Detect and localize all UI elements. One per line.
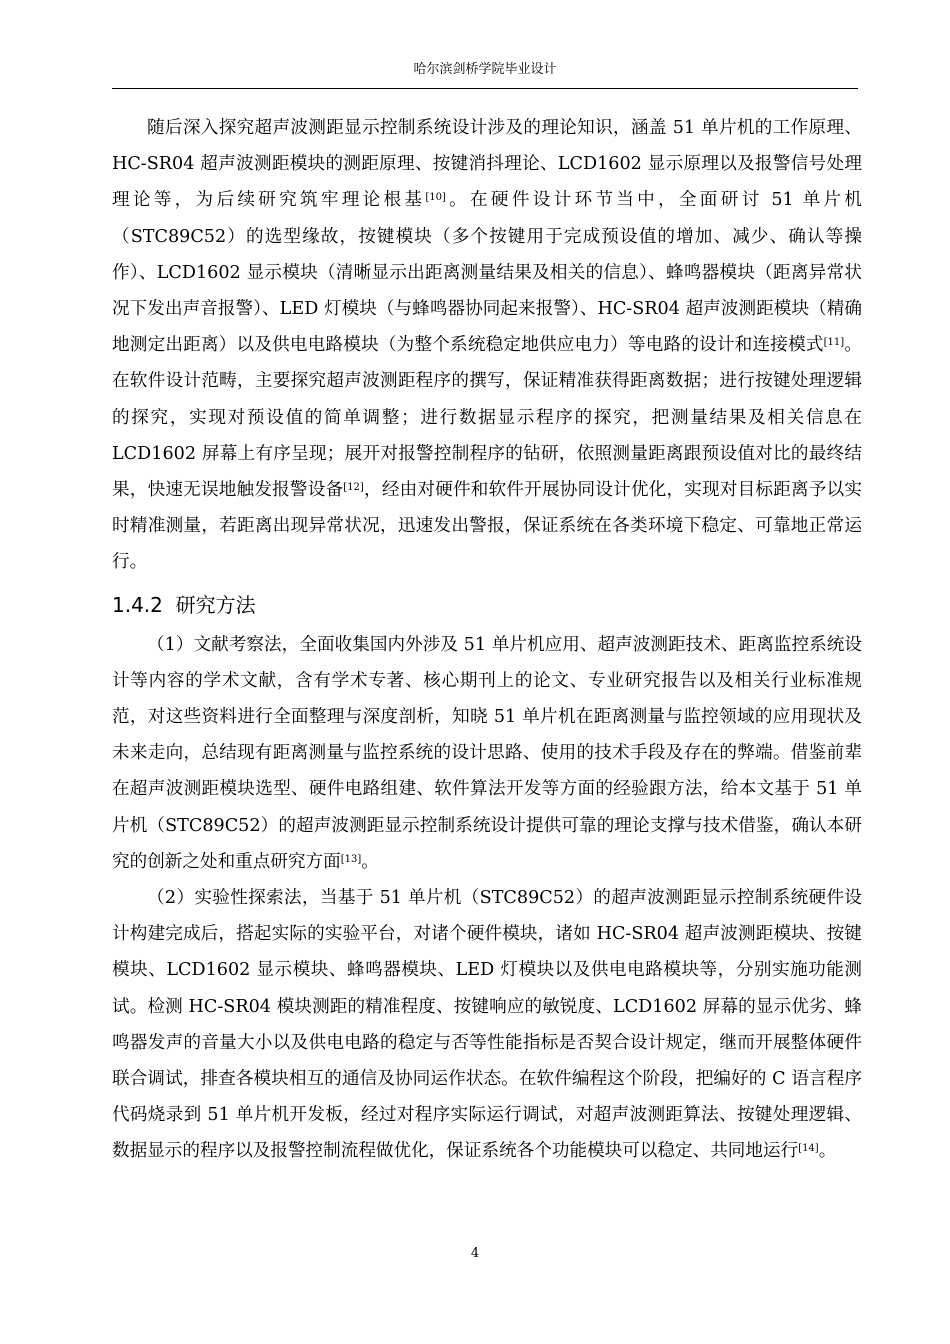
citation-12: [12] xyxy=(343,482,364,494)
page-number: 4 xyxy=(470,1246,480,1261)
paragraph-3-text-b: 。 xyxy=(818,1141,837,1162)
paragraph-2-text-b: 。 xyxy=(361,851,379,872)
header-title: 哈尔滨剑桥学院毕业设计 xyxy=(413,62,557,77)
section-heading xyxy=(112,585,862,625)
section-number: 1.4.2 xyxy=(112,592,163,617)
citation-10: [10] xyxy=(425,192,446,204)
paragraph-1-text-c: 。在软件设计范畴，主要探究超声波测距程序的撰写，保证精准获得距离数据；进行按键处理逻辑的探究，实现对预设值的简单调整；进行数据显示程序的探究，把测量结果及相关信息在 LCD1602 屏幕上有序呈现；展开对报警控制程序的钻研，依照测量距离跟预设值对比的最终结果，快速无误地触发报警设备 xyxy=(112,335,862,501)
paragraph-1-text-a: 随后深入探究超声波测距显示控制系统设计涉及的理论知识，涵盖 51 单片机的工作原理、HC-SR04 超声波测距模块的测距原理、按键消抖理论、LCD1602 显示原理以及报警信号处理理论等，为后续研究筑牢理论根基 xyxy=(112,118,862,211)
paragraph-1 xyxy=(112,110,862,581)
paragraph-2 xyxy=(112,627,862,880)
page-header xyxy=(112,60,858,89)
citation-14: [14] xyxy=(798,1143,819,1155)
section-title: 研究方法 xyxy=(175,592,256,617)
citation-11: [11] xyxy=(823,337,845,349)
paragraph-3 xyxy=(112,880,862,1170)
paragraph-3-text-a: （2）实验性探索法，当基于 51 单片机（STC89C52）的超声波测距显示控制系统硬件设计构建完成后，搭起实际的实验平台，对诸个硬件模块，诸如 HC-SR04 超声波测距模块、按键模块、LCD1602 显示模块、蜂鸣器模块、LED 灯模块以及供电电路模块等，分别实施功能测试。检测 HC-SR04 模块测距的精准程度、按键响应的敏锐度、LCD1602 屏幕的显示优劣、蜂鸣器发声的音量大小以及供电电路的稳定与否等性能指标是否契合设计规定，继而开展整体硬件联合调试，排查各模块相互的通信及协同运作状态。在软件编程这个阶段，把编好的 C 语言程序代码烧录到 51 单片机开发板，经过对程序实际运行调试，对超声波测距算法、按键处理逻辑、数据显示的程序以及报警控制流程做优化，保证系统各个功能模块可以稳定、共同地运行 xyxy=(112,888,862,1162)
paragraph-2-text-a: （1）文献考察法，全面收集国内外涉及 51 单片机应用、超声波测距技术、距离监控系统设计等内容的学术文献，含有学术专著、核心期刊上的论文、专业研究报告以及相关行业标准规范，对这些资料进行全面整理与深度剖析，知晓 51 单片机在距离测量与监控领域的应用现状及未来走向，总结现有距离测量与监控系统的设计思路、使用的技术手段及存在的弊端。借鉴前辈在超声波测距模块选型、硬件电路组建、软件算法开发等方面的经验跟方法，给本文基于 51 单片机（STC89C52）的超声波测距显示控制系统设计提供可靠的理论支撑与技术借鉴，确认本研究的创新之处和重点研究方面 xyxy=(112,634,862,872)
body-text xyxy=(112,110,862,1170)
paragraph-1-text-d: ，经由对硬件和软件开展协同设计优化，实现对目标距离予以实时精准测量，若距离出现异常状况，迅速发出警报，保证系统在各类环境下稳定、可靠地正常运行。 xyxy=(112,480,862,573)
paragraph-1-text-b: 。在硬件设计环节当中，全面研讨 51 单片机（STC89C52）的选型缘故，按键模块（多个按键用于完成预设值的增加、减少、确认等操作）、LCD1602 显示模块（清晰显示出距离测量结果及相关的信息）、蜂鸣器模块（距离异常状况下发出声音报警）、LED 灯模块（与蜂鸣器协同起来报警）、HC-SR04 超声波测距模块（精确地测定出距离）以及供电电路模块（为整个系统稳定地供应电力）等电路的设计和连接模式 xyxy=(112,190,862,356)
citation-13: [13] xyxy=(340,853,362,865)
